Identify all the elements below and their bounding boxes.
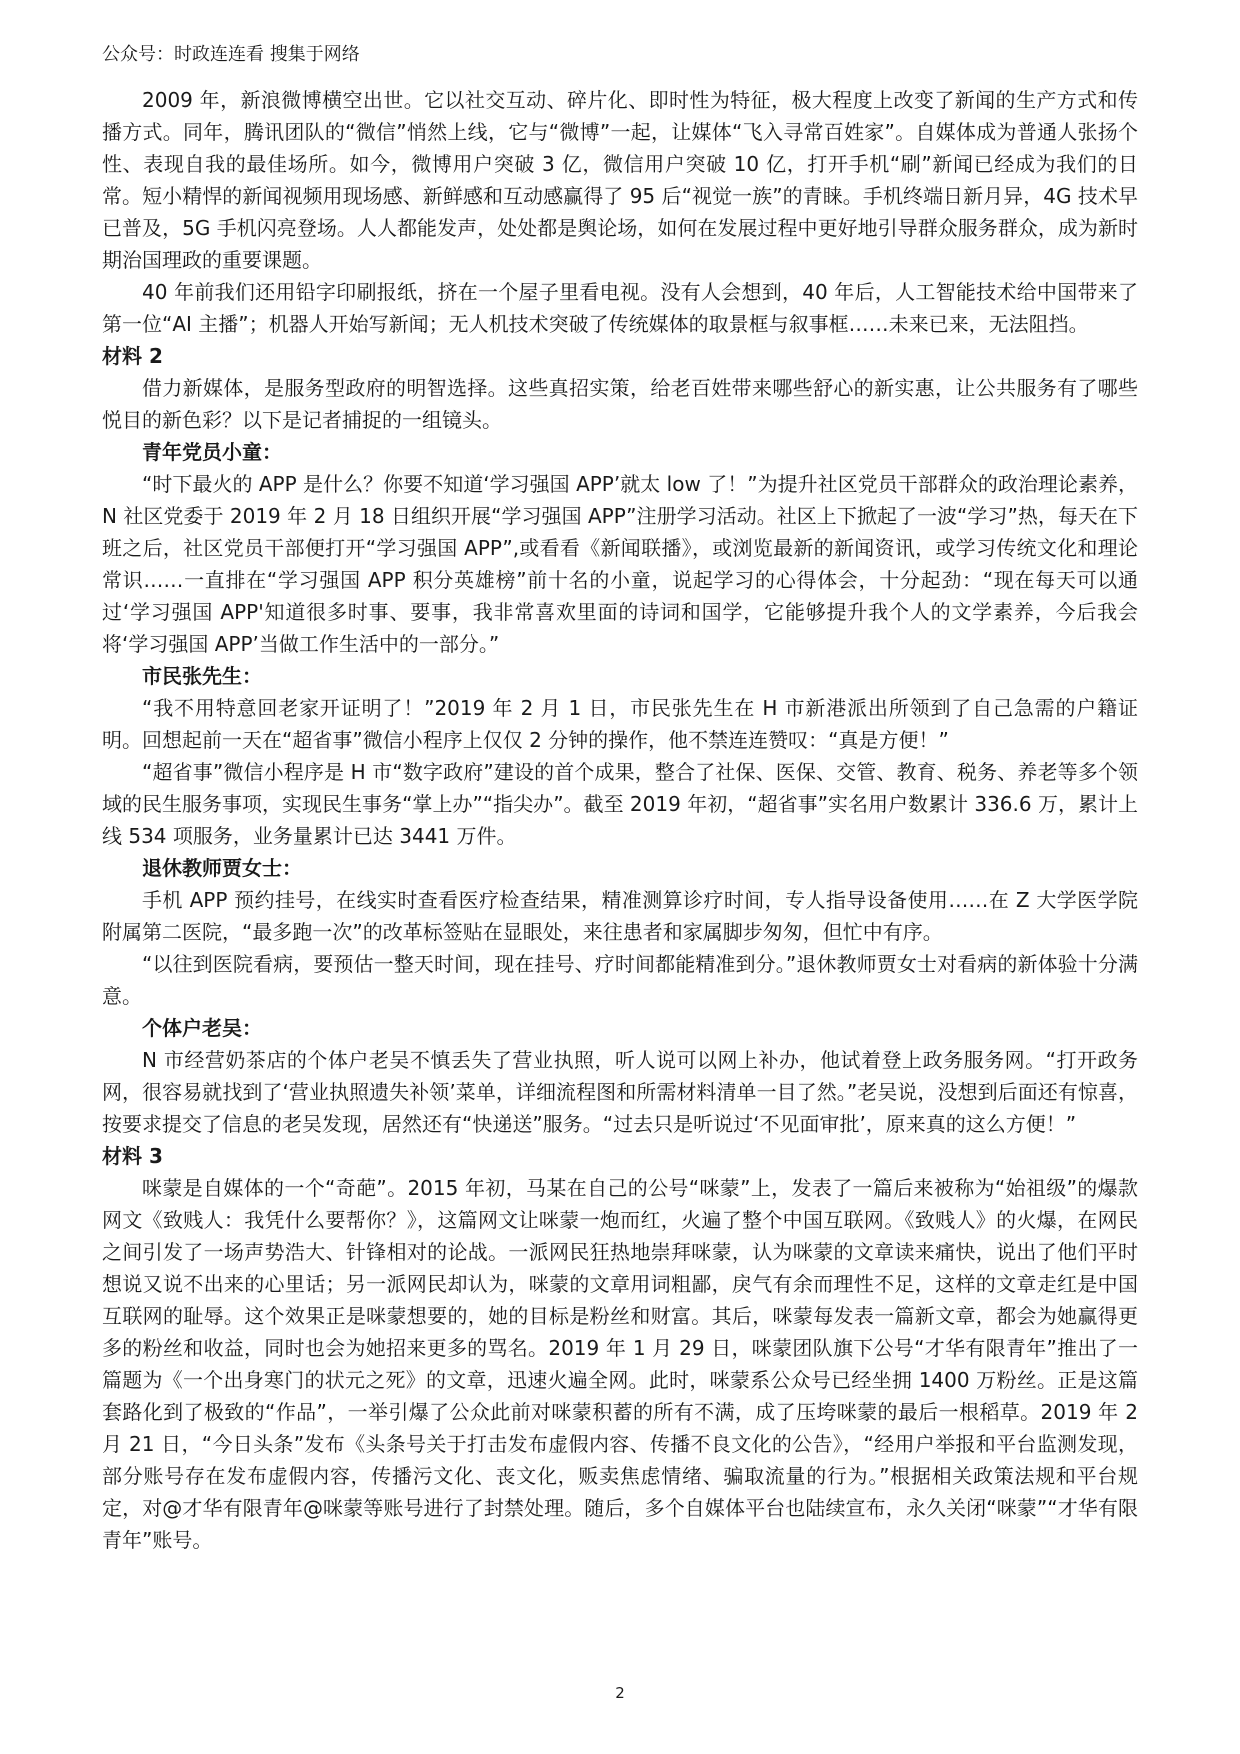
paragraph: 40 年前我们还用铅字印刷报纸，挤在一个屋子里看电视。没有人会想到，40 年后，人工智能技术给中国带来了第一位“AI 主播”；机器人开始写新闻；无人机技术突破了传统媒体的取景框与叙事框……未来已来，无法阻挡。 <box>102 280 1138 336</box>
subsection-heading: 退休教师贾女士： <box>142 856 302 880</box>
section-heading: 材料 2 <box>102 344 163 368</box>
subsection-heading: 个体户老吴： <box>142 1016 262 1040</box>
document-body <box>102 84 1138 1556</box>
subsection-heading: 青年党员小童： <box>142 440 282 464</box>
paragraph: N 市经营奶茶店的个体户老吴不慎丢失了营业执照，听人说可以网上补办，他试着登上政务服务网。“打开政务网，很容易就找到了‘营业执照遗失补领’菜单，详细流程图和所需材料清单一目了然。”老吴说，没想到后面还有惊喜，按要求提交了信息的老吴发现，居然还有“快递送”服务。“过去只是听说过‘不见面审批’，原来真的这么方便！” <box>102 1048 1138 1136</box>
paragraph: “超省事”微信小程序是 H 市“数字政府”建设的首个成果，整合了社保、医保、交管、教育、税务、养老等多个领域的民生服务事项，实现民生事务“掌上办”“指尖办”。截至 2019 年初，“超省事”实名用户数累计 336.6 万，累计上线 534 项服务，业务量累计已达 3441 万件。 <box>102 760 1138 848</box>
paragraph: 2009 年，新浪微博横空出世。它以社交互动、碎片化、即时性为特征，极大程度上改变了新闻的生产方式和传播方式。同年，腾讯团队的“微信”悄然上线，它与“微博”一起，让媒体“飞入寻常百姓家”。自媒体成为普通人张扬个性、表现自我的最佳场所。如今，微博用户突破 3 亿，微信用户突破 10 亿，打开手机“刷”新闻已经成为我们的日常。短小精悍的新闻视频用现场感、新鲜感和互动感赢得了 95 后“视觉一族”的青睐。手机终端日新月异，4G 技术早已普及，5G 手机闪亮登场。人人都能发声，处处都是舆论场，如何在发展过程中更好地引导群众服务群众，成为新时期治国理政的重要课题。 <box>102 88 1138 272</box>
page-number: 2 <box>615 1684 625 1702</box>
section-heading: 材料 3 <box>102 1144 163 1168</box>
paragraph: 借力新媒体，是服务型政府的明智选择。这些真招实策，给老百姓带来哪些舒心的新实惠，让公共服务有了哪些悦目的新色彩？以下是记者捕捉的一组镜头。 <box>102 376 1138 432</box>
paragraph: 咪蒙是自媒体的一个“奇葩”。2015 年初，马某在自己的公号“咪蒙”上，发表了一篇后来被称为“始祖级”的爆款网文《致贱人：我凭什么要帮你？》，这篇网文让咪蒙一炮而红，火遍了整个中国互联网。《致贱人》的火爆，在网民之间引发了一场声势浩大、针锋相对的论战。一派网民狂热地崇拜咪蒙，认为咪蒙的文章读来痛快，说出了他们平时想说又说不出来的心里话；另一派网民却认为，咪蒙的文章用词粗鄙，戾气有余而理性不足，这样的文章走红是中国互联网的耻辱。这个效果正是咪蒙想要的，她的目标是粉丝和财富。其后，咪蒙每发表一篇新文章，都会为她赢得更多的粉丝和收益，同时也会为她招来更多的骂名。2019 年 1 月 29 日，咪蒙团队旗下公号“才华有限青年”推出了一篇题为《一个出身寒门的状元之死》的文章，迅速火遍全网。此时，咪蒙系公众号已经坐拥 1400 万粉丝。正是这篇套路化到了极致的“作品”，一举引爆了公众此前对咪蒙积蓄的所有不满，成了压垮咪蒙的最后一根稻草。2019 年 2 月 21 日，“今日头条”发布《头条号关于打击发布虚假内容、传播不良文化的公告》，“经用户举报和平台监测发现，部分账号存在发布虚假内容，传播污文化、丧文化，贩卖焦虑情绪、骗取流量的行为。”根据相关政策法规和平台规定，对@才华有限青年@咪蒙等账号进行了封禁处理。随后，多个自媒体平台也陆续宣布，永久关闭“咪蒙”“才华有限青年”账号。 <box>102 1176 1138 1552</box>
page-header: 公众号：时政连连看 搜集于网络 <box>102 44 360 65</box>
paragraph: “时下最火的 APP 是什么？你要不知道‘学习强国 APP’就太 low 了！”为提升社区党员干部群众的政治理论素养，N 社区党委于 2019 年 2 月 18 日组织开展“学习强国 APP”注册学习活动。社区上下掀起了一波“学习”热，每天在下班之后，社区党员干部便打开“学习强国 APP”,或看看《新闻联播》，或浏览最新的新闻资讯，或学习传统文化和理论常识……一直排在“学习强国 APP 积分英雄榜”前十名的小童，说起学习的心得体会，十分起劲：“现在每天可以通过‘学习强国 APP'知道很多时事、要事，我非常喜欢里面的诗词和国学，它能够提升我个人的文学素养，今后我会将‘学习强国 APP’当做工作生活中的一部分。” <box>102 472 1138 656</box>
paragraph: “以往到医院看病，要预估一整天时间，现在挂号、疗时间都能精准到分。”退休教师贾女士对看病的新体验十分满意。 <box>102 952 1138 1008</box>
subsection-heading: 市民张先生： <box>142 664 262 688</box>
paragraph: “我不用特意回老家开证明了！”2019 年 2 月 1 日，市民张先生在 H 市新港派出所领到了自己急需的户籍证明。回想起前一天在“超省事”微信小程序上仅仅 2 分钟的操作，他不禁连连赞叹：“真是方便！” <box>102 696 1138 752</box>
paragraph: 手机 APP 预约挂号，在线实时查看医疗检查结果，精准测算诊疗时间，专人指导设备使用……在 Z 大学医学院附属第二医院，“最多跑一次”的改革标签贴在显眼处，来往患者和家属脚步匆匆，但忙中有序。 <box>102 888 1138 944</box>
